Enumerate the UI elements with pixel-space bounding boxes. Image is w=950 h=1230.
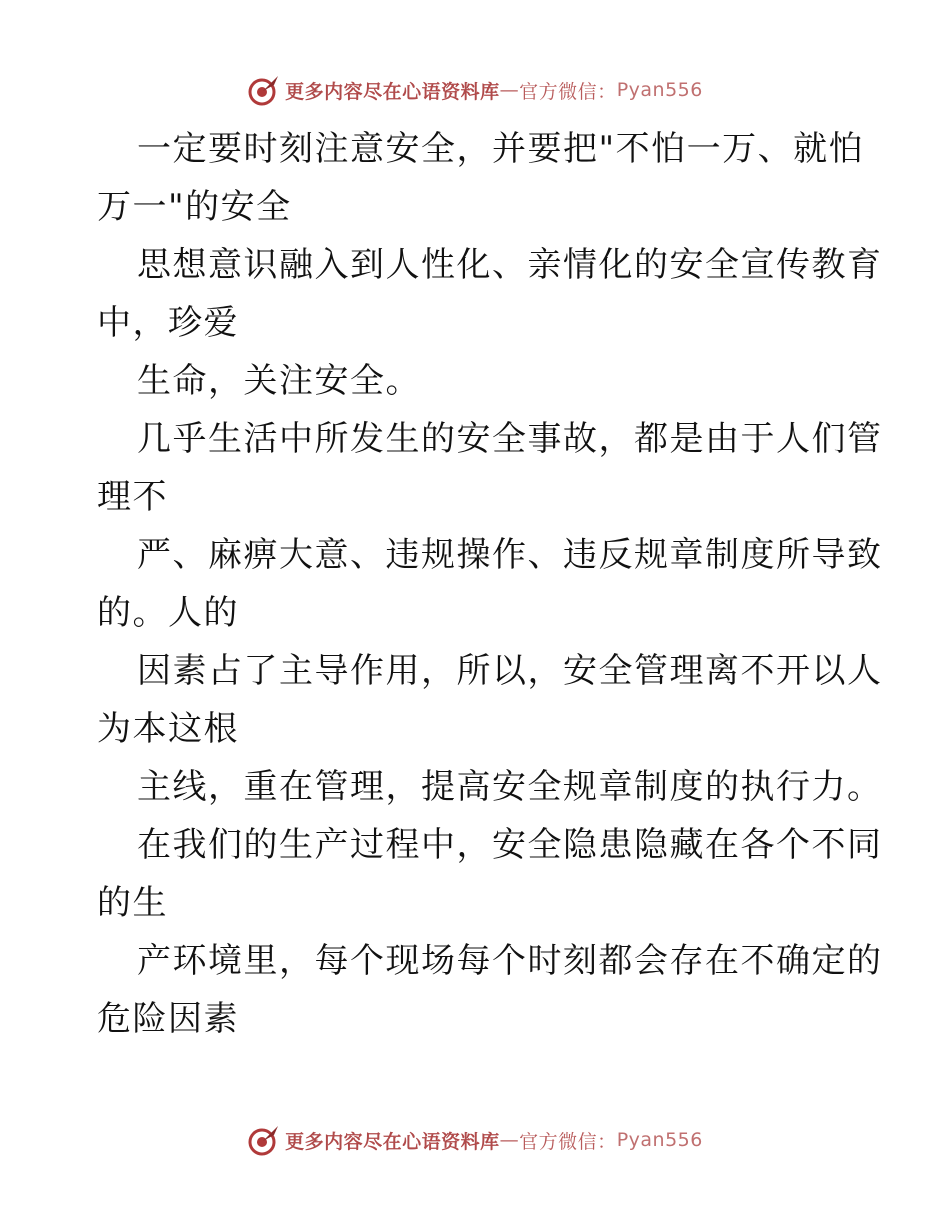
header-dash: — <box>499 79 520 101</box>
body-line: 为本这根 <box>97 709 239 749</box>
body-line: 一定要时刻注意安全，并要把"不怕一万、就怕 <box>137 129 865 169</box>
body-line: 严、麻痹大意、违规操作、违反规章制度所导致 <box>137 535 883 575</box>
footer-watermark <box>0 1120 950 1160</box>
body-line: 万一"的安全 <box>97 187 292 227</box>
body-line: 产环境里，每个现场每个时刻都会存在不确定的 <box>137 941 883 981</box>
footer-label: 官方微信： <box>519 1130 617 1153</box>
body-line: 生命，关注安全。 <box>137 361 421 401</box>
body-line: 思想意识融入到人性化、亲情化的安全宣传教育 <box>137 245 883 285</box>
body-line: 理不 <box>97 477 168 517</box>
quill-logo-icon <box>247 73 281 107</box>
body-line: 危险因素 <box>97 999 239 1039</box>
footer-dash: — <box>499 1129 520 1151</box>
body-line: 在我们的生产过程中，安全隐患隐藏在各个不同 <box>137 825 883 865</box>
quill-logo-icon <box>247 1123 281 1157</box>
header-account: Pyan556 <box>616 79 703 101</box>
document-body <box>97 120 883 1048</box>
body-line: 中，珍爱 <box>97 303 239 343</box>
header-watermark <box>0 70 950 110</box>
header-site-text: 更多内容尽在心语资料库 <box>285 80 500 103</box>
body-line: 主线，重在管理，提高安全规章制度的执行力。 <box>137 767 883 807</box>
body-line: 因素占了主导作用，所以，安全管理离不开以人 <box>137 651 883 691</box>
body-line: 的。人的 <box>97 593 239 633</box>
body-line: 的生 <box>97 883 168 923</box>
footer-account: Pyan556 <box>616 1129 703 1151</box>
footer-site-text: 更多内容尽在心语资料库 <box>285 1130 500 1153</box>
header-label: 官方微信： <box>519 80 617 103</box>
body-line: 几乎生活中所发生的安全事故，都是由于人们管 <box>137 419 883 459</box>
